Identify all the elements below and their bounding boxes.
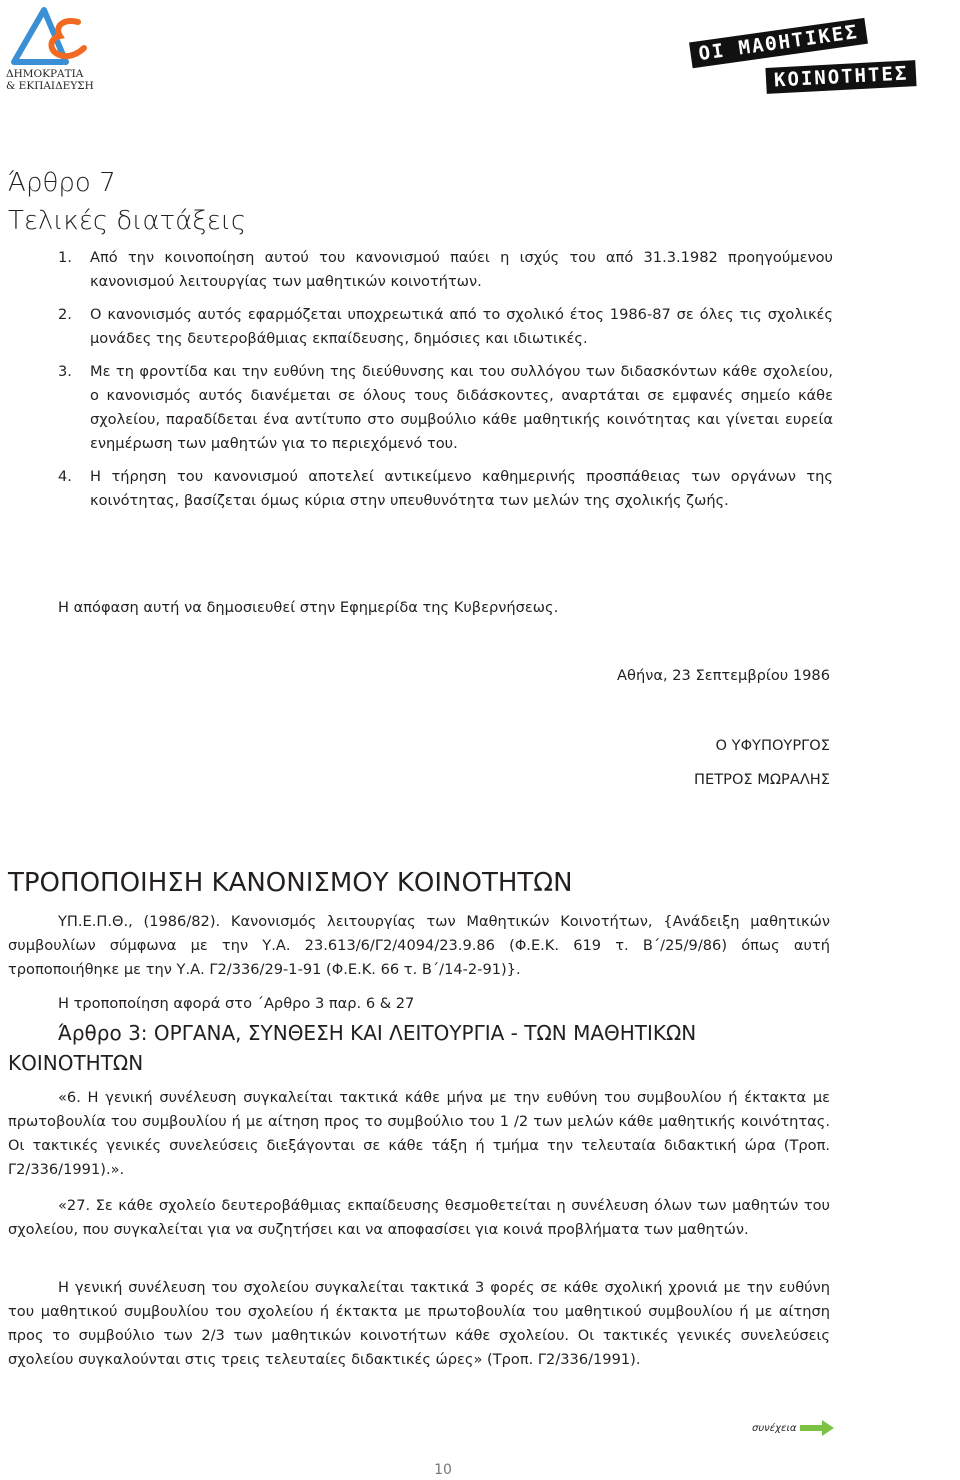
- list-item: [58, 360, 833, 456]
- signing-date: Αθήνα, 23 Σεπτεμβρίου 1986: [617, 667, 830, 684]
- list-item-number: 3.: [58, 363, 72, 380]
- list-item: [58, 246, 833, 294]
- article3-heading: Άρθρο 3: ΟΡΓΑΝΑ, ΣΥΝΘΕΣΗ ΚΑΙ ΛΕΙΤΟΥΡΓΙΑ - ΤΩΝ ΜΑΘΗΤΙΚΩΝ ΚΟΙΝΟΤΗΤΩΝ: [8, 1021, 697, 1075]
- paragraph-27: «27. Σε κάθε σχολείο δευτεροβάθμιας εκπαίδευσης θεσμοθετείται η συνέλευση όλων των μαθητών του σχολείου, που συγκαλείται για να συζητήσει και να αποφασίσει για κοινά προβλήματα των μαθητών.: [8, 1197, 830, 1238]
- article7-list: [58, 246, 833, 522]
- list-item-text: Ο κανονισμός αυτός εφαρμόζεται υποχρεωτικά από το σχολικό έτος 1986-87 σε όλες τις σχολικές μονάδες της δευτεροβάθμιας εκπαίδευσης, δημόσιες και ιδιωτικές.: [90, 306, 833, 347]
- publication-decision: Η απόφαση αυτή να δημοσιευθεί στην Εφημερίδα της Κυβερνήσεως.: [58, 599, 559, 616]
- badge-line2: ΚΟΙΝΟΤΗΤΕΣ: [765, 60, 917, 94]
- amendment-reference: ΥΠ.Ε.Π.Θ., (1986/82). Κανονισμός λειτουργίας των Μαθητικών Κοινοτήτων, {Ανάδειξη μαθητικών συμβουλίων σύμφωνα με την Υ.Α. 23.613/6/Γ2/4094/23.9.86 (Φ.Ε.Κ. 619 τ. Β΄/25/9/86) όπως αυτή τροποποιήθηκε με την Υ.Α. Γ2/336/29-1-91 (Φ.Ε.Κ. 66 τ. Β΄/14-2-91)}.: [8, 913, 830, 978]
- list-item-number: 4.: [58, 468, 72, 485]
- list-item-text: Η τήρηση του κανονισμού αποτελεί αντικείμενο καθημερινής προσπάθειας των οργάνων της κοινότητας, βασίζεται όμως κύρια στην υπευθυνότητα των μελών της σχολικής ζωής.: [90, 468, 833, 509]
- list-item: [58, 465, 833, 513]
- signatory-name: ΠΕΤΡΟΣ ΜΩΡΑΛΗΣ: [694, 771, 830, 788]
- logo-line2: & ΕΚΠΑΙΔΕΥΣΗ: [6, 80, 94, 92]
- logo-line1: ΔΗΜΟΚΡΑΤΙΑ: [6, 68, 84, 80]
- amendment-note: Η τροποποίηση αφορά στο ΄Αρθρο 3 παρ. 6 & 27: [58, 995, 415, 1012]
- amendment-heading: ΤΡΟΠΟΠΟΙΗΣΗ ΚΑΝΟΝΙΣΜΟΥ ΚΟΙΝΟΤΗΤΩΝ: [8, 868, 573, 898]
- continue-label: συνέχεια: [752, 1422, 797, 1434]
- arrow-right-icon: [800, 1420, 834, 1436]
- paragraph-6: «6. Η γενική συνέλευση συγκαλείται τακτικά κάθε μήνα με την ευθύνη του συμβουλίου ή έκτακτα με πρωτοβουλία του συμβουλίου ή με αίτηση προς το συμβούλιο του 1 /2 των μελών κάθε μαθητικής κοινότητας. Οι τακτικές γενικές συνελεύσεις διεξάγονται σε κάθε τάξη ή τμήμα την τελευταία διδακτική ώρα (Τροπ. Γ2/336/1991).».: [8, 1089, 830, 1178]
- article7-heading: [8, 164, 246, 240]
- signatory-title: Ο ΥΦΥΠΟΥΡΓΟΣ: [715, 737, 830, 754]
- page-number: 10: [434, 1462, 452, 1478]
- paragraph-general-assembly: Η γενική συνέλευση του σχολείου συγκαλείται τακτικά 3 φορές σε κάθε σχολική χρονιά με την ευθύνη του μαθητικού συμβουλίου του σχολείου ή έκτακτα με πρωτοβουλία του μαθητικού συμβουλίου ή με αίτηση προς το συμβούλιο των 2/3 των μαθητικών κοινοτήτων κάθε σχολείου. Οι τακτικές γενικές συνελεύσεις σχολείου συγκαλούνται στις τρεις τελευταίες διδακτικές ώρες» (Τροπ. Γ2/336/1991).: [8, 1279, 830, 1368]
- list-item-text: Με τη φροντίδα και την ευθύνη της διεύθυνσης και του συλλόγου των διδασκόντων κάθε σχολείου, ο κανονισμός αυτός διανέμεται σε όλους τους διδάσκοντες, αναρτάται σε εμφανές σημείο κάθε σχολείου, παραδίδεται ένα αντίτυπο στο συμβούλιο κάθε μαθητικής κοινότητας και γίνεται ευρεία ενημέρωση των μαθητών για το περιεχόμενό του.: [90, 363, 833, 452]
- list-item-number: 2.: [58, 306, 72, 323]
- article7-subtitle: Τελικές διατάξεις: [8, 206, 247, 236]
- article7-title: Άρθρο 7: [8, 168, 116, 198]
- badge-line1: ΟΙ ΜΑΘΗΤΙΚΕΣ: [689, 18, 868, 68]
- list-item-number: 1.: [58, 249, 72, 266]
- continue-link[interactable]: [752, 1420, 834, 1436]
- logo-text: [6, 68, 116, 92]
- list-item-text: Από την κοινοποίηση αυτού του κανονισμού παύει η ισχύς του από 31.3.1982 προηγούμενου κανονισμού λειτουργίας των μαθητικών κοινοτήτων.: [90, 249, 833, 290]
- list-item: [58, 303, 833, 351]
